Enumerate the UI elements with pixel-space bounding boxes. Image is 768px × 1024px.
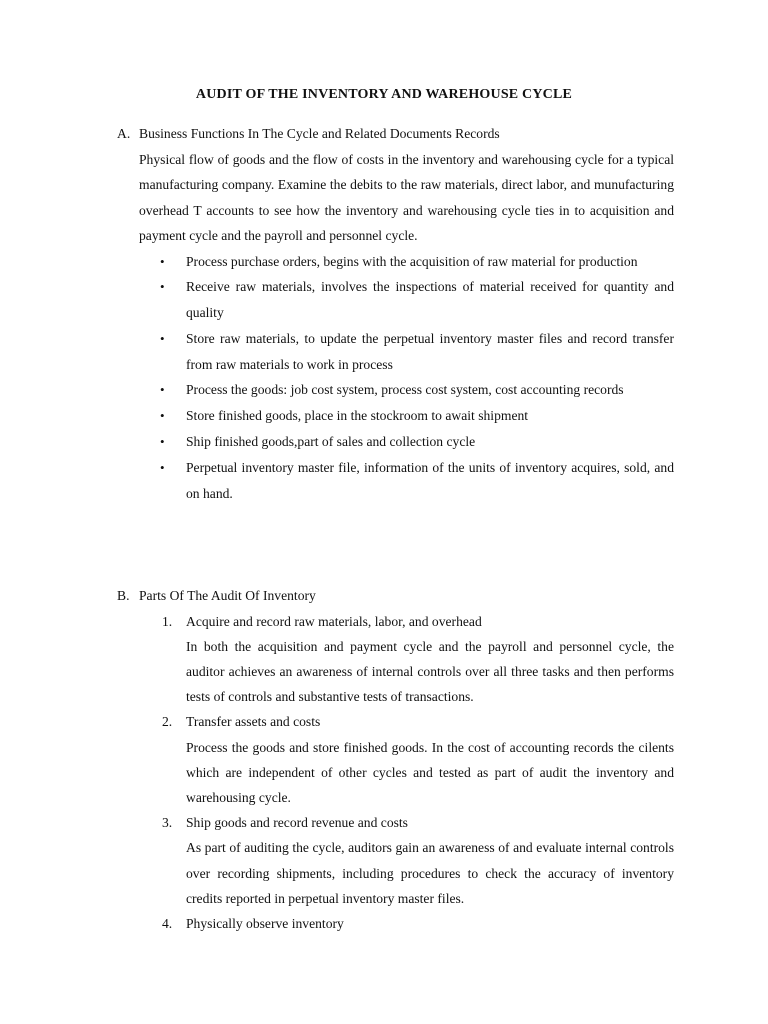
item-body: As part of auditing the cycle, auditors gain an awareness of and evaluate internal controls over recording shipments, including procedures to check the accuracy of inventory credits reported in perpetual inventory master files. [186, 840, 674, 906]
numbered-item [139, 609, 677, 710]
bullet-item [139, 455, 677, 507]
bullet-icon: • [160, 459, 165, 475]
bullet-text: Perpetual inventory master file, information of the units of inventory acquires, sold, and on hand. [186, 459, 674, 501]
bullet-icon: • [160, 408, 165, 424]
bullet-icon: • [160, 330, 165, 346]
numbered-item [139, 810, 677, 911]
bullet-text: Receive raw materials, involves the inspections of material received for quantity and quality [186, 279, 674, 321]
section-a-title: Business Functions In The Cycle and Related Documents Records [139, 126, 500, 141]
bullet-text: Store finished goods, place in the stockroom to await shipment [186, 408, 529, 424]
section-a-letter: A. [117, 126, 131, 141]
bullet-item [139, 274, 677, 326]
bullet-icon: • [160, 279, 165, 295]
item-title: Transfer assets and costs [186, 714, 321, 730]
bullet-item [139, 326, 677, 378]
item-body: Process the goods and store finished goods. In the cost of accounting records the cilents which are independent of other cycles and tested as part of audit the inventory and warehousing cycle. [186, 739, 674, 805]
bullet-item [139, 377, 677, 403]
item-title: Ship goods and record revenue and costs [186, 815, 408, 831]
bullet-icon: • [160, 434, 165, 450]
section-b [117, 583, 677, 936]
item-number: 1. [162, 613, 173, 629]
bullet-icon: • [160, 253, 165, 269]
bullet-text: Store raw materials, to update the perpetual inventory master files and record transfer from raw materials to work in process [186, 330, 674, 372]
bullet-item [139, 429, 677, 455]
section-a-bullet-list [139, 249, 677, 507]
item-number: 4. [162, 915, 173, 931]
section-b-title: Parts Of The Audit Of Inventory [139, 588, 316, 603]
section-b-heading [117, 583, 677, 609]
item-number: 2. [162, 714, 173, 730]
bullet-item [139, 249, 677, 275]
document-title: AUDIT OF THE INVENTORY AND WAREHOUSE CYCLE [195, 87, 573, 102]
numbered-item [139, 709, 677, 810]
section-b-letter: B. [117, 588, 130, 603]
section-a-paragraph: Physical flow of goods and the flow of costs in the inventory and warehousing cycle for a typical manufacturing company. Examine the debits to the raw materials, direct labor, and munufacturing overhead T accounts to see how the inventory and warehousing cycle ties in to acquisition and payment cycle and the payroll and personnel cycle. [139, 151, 674, 243]
numbered-item [139, 911, 677, 936]
item-body: In both the acquisition and payment cycle and the payroll and personnel cycle, the auditor achieves an awareness of internal controls over all three tasks and then performs tests of controls and substantive tests of transactions. [186, 638, 674, 705]
bullet-text: Process purchase orders, begins with the acquisition of raw material for production [186, 253, 638, 269]
bullet-item [139, 403, 677, 429]
item-number: 3. [162, 815, 173, 831]
bullet-text: Process the goods: job cost system, process cost system, cost accounting records [186, 382, 624, 398]
section-b-numbered-list [139, 609, 677, 937]
item-title: Physically observe inventory [186, 915, 344, 931]
bullet-text: Ship finished goods,part of sales and collection cycle [186, 434, 476, 450]
section-a [117, 121, 677, 506]
section-a-heading [117, 121, 677, 147]
item-title: Acquire and record raw materials, labor, and overhead [186, 613, 482, 629]
bullet-icon: • [160, 382, 165, 398]
